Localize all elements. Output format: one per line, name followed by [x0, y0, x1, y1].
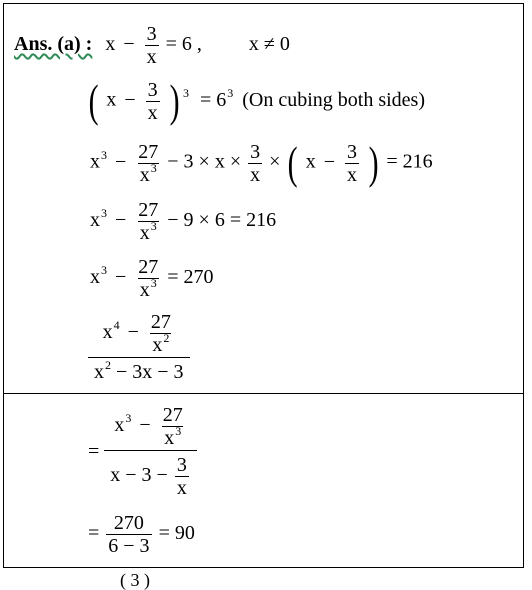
compound-numerator: $x^3$ − $\frac{27}{x^3}$	[114, 404, 183, 449]
left-paren: (	[88, 75, 99, 126]
equals-sign: =	[88, 440, 100, 463]
fraction-27-over-x3	[136, 142, 160, 185]
equation-line-6	[88, 312, 190, 382]
var-x: x	[90, 209, 100, 232]
minus-sign: −	[115, 209, 127, 232]
denominator: $x^3$	[139, 276, 157, 301]
compound-denominator: $x^2 - 3x - 3$	[88, 357, 190, 382]
rhs: = 6	[199, 88, 227, 111]
minus-sign: −	[124, 88, 136, 111]
equation-line-3	[90, 137, 433, 188]
denominator: x	[147, 101, 158, 124]
fraction-270-over-6-minus-3	[106, 513, 151, 556]
middle-term: − 3 × x ×	[167, 150, 242, 173]
right-paren: )	[169, 75, 180, 126]
equation-line-4	[90, 200, 276, 243]
numerator: 27	[138, 140, 159, 163]
exponent: 3	[182, 85, 189, 100]
equation-line-7	[88, 405, 197, 498]
compound-fraction	[104, 405, 197, 498]
numerator: 270	[113, 512, 144, 534]
compound-denominator: x − 3 − $\frac{3}{x}$	[104, 450, 197, 498]
equation-line-8	[88, 513, 195, 556]
var-x: x	[90, 266, 100, 289]
var-x: x	[105, 33, 116, 56]
numerator: 27	[138, 199, 159, 221]
denominator: x	[250, 163, 261, 186]
exponent: 3	[101, 147, 107, 162]
times-sign: ×	[269, 150, 281, 173]
fraction-3-over-x	[345, 142, 359, 185]
minus-sign: −	[323, 150, 336, 173]
condition: x ≠ 0	[248, 33, 290, 56]
fraction-3-over-x	[145, 24, 159, 67]
denominator: 6 − 3	[108, 535, 150, 557]
answer-label: Ans. (a) :	[14, 33, 93, 56]
fraction-27-over-x3	[136, 200, 160, 243]
numerator: 3	[146, 23, 157, 45]
exponent: 3	[101, 263, 107, 278]
compound-fraction	[88, 312, 190, 382]
minus-sign: −	[115, 150, 127, 173]
minus-sign: −	[115, 266, 127, 289]
left-paren: (	[288, 137, 299, 188]
rhs: = 216	[386, 150, 433, 173]
numerator: 3	[250, 140, 261, 163]
numerator: 3	[147, 78, 158, 101]
equals-six: = 6 ,	[165, 33, 202, 56]
rhs: = 90	[158, 522, 195, 545]
denominator: $x^3$	[139, 160, 157, 186]
equation-line-5	[90, 257, 214, 300]
exponent: 3	[101, 206, 107, 221]
numerator: 27	[138, 256, 159, 278]
rest: − 9 × 6 = 216	[167, 209, 277, 232]
numerator: 3	[347, 140, 358, 163]
equation-line-2	[86, 75, 425, 126]
denominator: x	[347, 163, 358, 186]
var-x: x	[305, 150, 316, 173]
var-x: x	[90, 150, 100, 173]
fraction-27-over-x3	[136, 257, 160, 300]
fraction-3-over-x	[248, 142, 262, 185]
denominator: x	[146, 46, 157, 68]
equals-sign: =	[88, 522, 100, 545]
fraction-3-over-x	[146, 80, 160, 123]
rhs: = 270	[167, 266, 214, 289]
right-paren: )	[368, 137, 379, 188]
denominator: $x^3$	[139, 219, 157, 244]
rhs-exponent: 3	[227, 85, 234, 100]
bottom-fragment: ( 3 )	[120, 570, 150, 590]
minus-sign: −	[123, 33, 135, 56]
equation-line-1	[14, 24, 290, 67]
solution-box-bottom	[3, 393, 524, 568]
var-x: x	[106, 88, 117, 111]
compound-numerator: $x^4$ − $\frac{27}{x^2}$	[102, 311, 171, 356]
note: (On cubing both sides)	[242, 88, 425, 111]
